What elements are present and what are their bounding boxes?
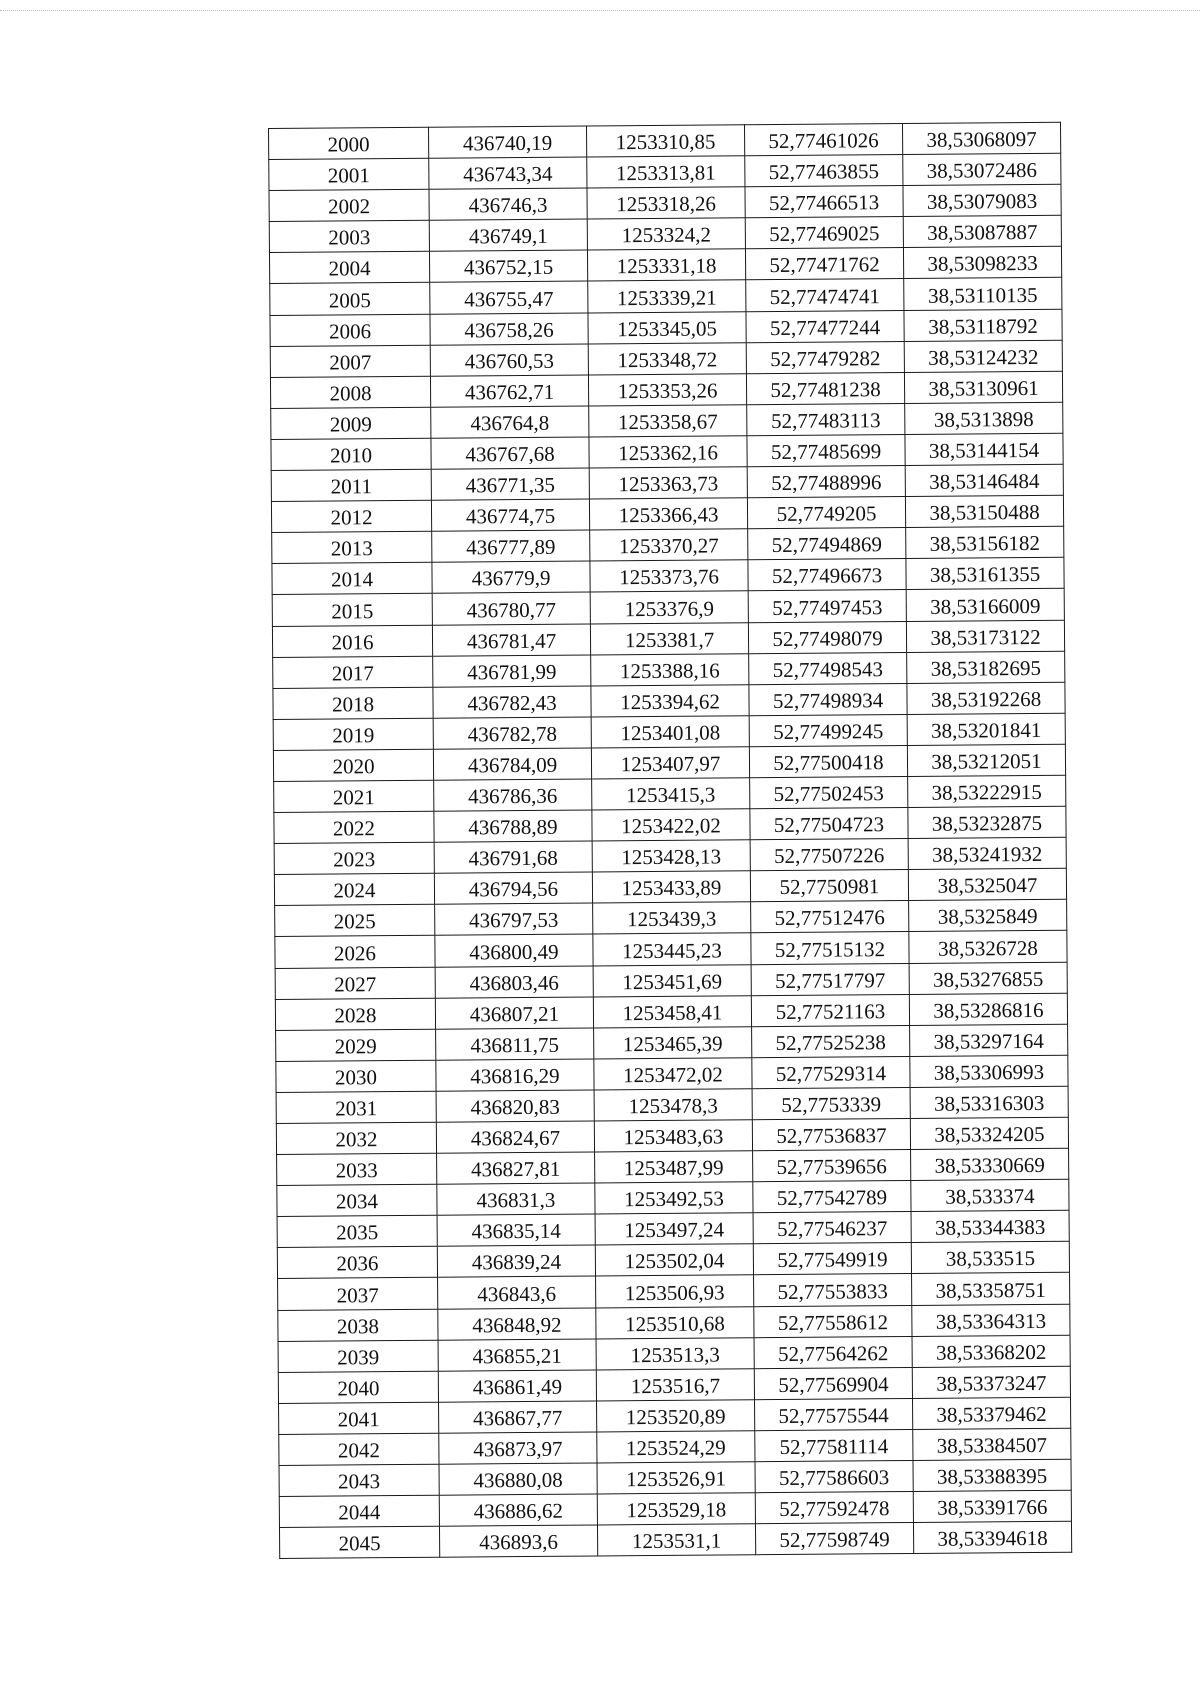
x-coordinate-cell: 436839,24 bbox=[437, 1245, 595, 1277]
x-coordinate-cell: 436779,9 bbox=[432, 561, 590, 593]
longitude-cell: 38,53087887 bbox=[903, 216, 1061, 248]
y-coordinate-cell: 1253492,53 bbox=[595, 1182, 753, 1214]
latitude-cell: 52,77483113 bbox=[747, 403, 905, 435]
latitude-cell: 52,7750981 bbox=[750, 870, 908, 902]
latitude-cell: 52,77521163 bbox=[751, 994, 909, 1026]
longitude-cell: 38,53232875 bbox=[908, 806, 1066, 838]
y-coordinate-cell: 1253439,3 bbox=[593, 902, 751, 934]
latitude-cell: 52,77553833 bbox=[754, 1274, 912, 1306]
latitude-cell: 52,77497453 bbox=[748, 590, 906, 622]
latitude-cell: 52,77515132 bbox=[751, 932, 909, 964]
point-number-cell: 2043 bbox=[279, 1464, 439, 1496]
point-number-cell: 2014 bbox=[272, 563, 432, 595]
x-coordinate-cell: 436781,47 bbox=[432, 623, 590, 655]
table-row bbox=[279, 1521, 1071, 1558]
x-coordinate-cell: 436843,6 bbox=[438, 1276, 596, 1308]
point-number-cell: 2003 bbox=[269, 221, 429, 253]
y-coordinate-cell: 1253376,9 bbox=[590, 591, 748, 623]
latitude-cell: 52,77477244 bbox=[746, 310, 904, 342]
y-coordinate-cell: 1253526,91 bbox=[597, 1462, 755, 1494]
x-coordinate-cell: 436893,6 bbox=[439, 1525, 597, 1557]
x-coordinate-cell: 436771,35 bbox=[431, 468, 589, 500]
x-coordinate-cell: 436767,68 bbox=[431, 437, 589, 469]
point-number-cell: 2021 bbox=[274, 780, 434, 812]
longitude-cell: 38,53110135 bbox=[904, 278, 1062, 310]
y-coordinate-cell: 1253363,73 bbox=[589, 467, 747, 499]
latitude-cell: 52,77539656 bbox=[753, 1150, 911, 1182]
point-number-cell: 2002 bbox=[269, 189, 429, 221]
point-number-cell: 2034 bbox=[277, 1184, 437, 1216]
x-coordinate-cell: 436803,46 bbox=[435, 966, 593, 998]
x-coordinate-cell: 436811,75 bbox=[436, 1028, 594, 1060]
point-number-cell: 2033 bbox=[277, 1153, 437, 1185]
y-coordinate-cell: 1253472,02 bbox=[594, 1058, 752, 1090]
latitude-cell: 52,77469025 bbox=[745, 217, 903, 249]
longitude-cell: 38,5313898 bbox=[905, 402, 1063, 434]
longitude-cell: 38,533374 bbox=[911, 1179, 1069, 1211]
latitude-cell: 52,77529314 bbox=[752, 1056, 910, 1088]
latitude-cell: 52,77474741 bbox=[746, 279, 904, 311]
longitude-cell: 38,53079083 bbox=[903, 184, 1061, 216]
x-coordinate-cell: 436807,21 bbox=[435, 997, 593, 1029]
latitude-cell: 52,77494869 bbox=[748, 528, 906, 560]
longitude-cell: 38,5325849 bbox=[909, 900, 1067, 932]
coordinates-table-container bbox=[268, 122, 1071, 1559]
point-number-cell: 2030 bbox=[276, 1060, 436, 1092]
longitude-cell: 38,53394618 bbox=[913, 1521, 1071, 1553]
x-coordinate-cell: 436873,97 bbox=[439, 1432, 597, 1464]
longitude-cell: 38,53146484 bbox=[905, 464, 1063, 496]
x-coordinate-cell: 436780,77 bbox=[432, 592, 590, 624]
x-coordinate-cell: 436782,43 bbox=[433, 686, 591, 718]
y-coordinate-cell: 1253531,1 bbox=[597, 1524, 755, 1556]
point-number-cell: 2039 bbox=[278, 1340, 438, 1372]
point-number-cell: 2035 bbox=[277, 1215, 437, 1247]
longitude-cell: 38,53072486 bbox=[903, 153, 1061, 185]
y-coordinate-cell: 1253422,02 bbox=[592, 809, 750, 841]
longitude-cell: 38,53182695 bbox=[907, 651, 1065, 683]
point-number-cell: 2015 bbox=[272, 594, 432, 626]
y-coordinate-cell: 1253331,18 bbox=[587, 249, 745, 281]
y-coordinate-cell: 1253487,99 bbox=[595, 1151, 753, 1183]
point-number-cell: 2028 bbox=[275, 998, 435, 1030]
y-coordinate-cell: 1253506,93 bbox=[596, 1275, 754, 1307]
longitude-cell: 38,53306993 bbox=[910, 1055, 1068, 1087]
longitude-cell: 38,53124232 bbox=[904, 340, 1062, 372]
longitude-cell: 38,53212051 bbox=[907, 744, 1065, 776]
longitude-cell: 38,53241932 bbox=[908, 837, 1066, 869]
y-coordinate-cell: 1253428,13 bbox=[592, 840, 750, 872]
latitude-cell: 52,77575544 bbox=[755, 1398, 913, 1430]
x-coordinate-cell: 436824,67 bbox=[436, 1121, 594, 1153]
point-number-cell: 2025 bbox=[275, 905, 435, 937]
longitude-cell: 38,53222915 bbox=[908, 775, 1066, 807]
y-coordinate-cell: 1253345,05 bbox=[588, 311, 746, 343]
x-coordinate-cell: 436835,14 bbox=[437, 1214, 595, 1246]
y-coordinate-cell: 1253524,29 bbox=[597, 1431, 755, 1463]
latitude-cell: 52,77485699 bbox=[747, 434, 905, 466]
y-coordinate-cell: 1253318,26 bbox=[587, 187, 745, 219]
point-number-cell: 2041 bbox=[279, 1402, 439, 1434]
point-number-cell: 2007 bbox=[270, 345, 430, 377]
y-coordinate-cell: 1253433,89 bbox=[592, 871, 750, 903]
point-number-cell: 2045 bbox=[279, 1526, 439, 1558]
point-number-cell: 2006 bbox=[270, 314, 430, 346]
latitude-cell: 52,77542789 bbox=[753, 1181, 911, 1213]
longitude-cell: 38,53144154 bbox=[905, 433, 1063, 465]
latitude-cell: 52,77498934 bbox=[749, 683, 907, 715]
point-number-cell: 2022 bbox=[274, 811, 434, 843]
x-coordinate-cell: 436781,99 bbox=[433, 655, 591, 687]
latitude-cell: 52,77558612 bbox=[754, 1305, 912, 1337]
point-number-cell: 2031 bbox=[276, 1091, 436, 1123]
x-coordinate-cell: 436760,53 bbox=[430, 344, 588, 376]
longitude-cell: 38,53192268 bbox=[907, 682, 1065, 714]
x-coordinate-cell: 436774,75 bbox=[431, 499, 589, 531]
point-number-cell: 2013 bbox=[272, 531, 432, 563]
x-coordinate-cell: 436831,3 bbox=[437, 1183, 595, 1215]
latitude-cell: 52,77564262 bbox=[754, 1336, 912, 1368]
latitude-cell: 52,77502453 bbox=[750, 776, 908, 808]
latitude-cell: 52,77504723 bbox=[750, 808, 908, 840]
x-coordinate-cell: 436777,89 bbox=[432, 530, 590, 562]
latitude-cell: 52,77471762 bbox=[745, 248, 903, 280]
longitude-cell: 38,53161355 bbox=[906, 558, 1064, 590]
point-number-cell: 2019 bbox=[273, 718, 433, 750]
x-coordinate-cell: 436788,89 bbox=[434, 810, 592, 842]
longitude-cell: 38,53150488 bbox=[905, 495, 1063, 527]
latitude-cell: 52,77517797 bbox=[751, 963, 909, 995]
point-number-cell: 2017 bbox=[273, 656, 433, 688]
latitude-cell: 52,77512476 bbox=[751, 901, 909, 933]
latitude-cell: 52,77498079 bbox=[748, 621, 906, 653]
point-number-cell: 2012 bbox=[271, 500, 431, 532]
x-coordinate-cell: 436755,47 bbox=[430, 281, 588, 313]
y-coordinate-cell: 1253415,3 bbox=[592, 778, 750, 810]
point-number-cell: 2004 bbox=[269, 252, 429, 284]
point-number-cell: 2010 bbox=[271, 438, 431, 470]
latitude-cell: 52,77498543 bbox=[749, 652, 907, 684]
longitude-cell: 38,53130961 bbox=[904, 371, 1062, 403]
y-coordinate-cell: 1253483,63 bbox=[594, 1120, 752, 1152]
y-coordinate-cell: 1253458,41 bbox=[593, 995, 751, 1027]
x-coordinate-cell: 436749,1 bbox=[429, 219, 587, 251]
x-coordinate-cell: 436786,36 bbox=[434, 779, 592, 811]
latitude-cell: 52,77461026 bbox=[744, 124, 902, 156]
y-coordinate-cell: 1253388,16 bbox=[591, 653, 749, 685]
latitude-cell: 52,77500418 bbox=[749, 745, 907, 777]
x-coordinate-cell: 436743,34 bbox=[429, 157, 587, 189]
longitude-cell: 38,53373247 bbox=[912, 1366, 1070, 1398]
point-number-cell: 2044 bbox=[279, 1495, 439, 1527]
point-number-cell: 2020 bbox=[273, 749, 433, 781]
x-coordinate-cell: 436784,09 bbox=[433, 748, 591, 780]
x-coordinate-cell: 436855,21 bbox=[438, 1339, 596, 1371]
longitude-cell: 38,53098233 bbox=[903, 247, 1061, 279]
longitude-cell: 38,53166009 bbox=[906, 589, 1064, 621]
longitude-cell: 38,53068097 bbox=[902, 122, 1060, 154]
point-number-cell: 2001 bbox=[269, 158, 429, 190]
y-coordinate-cell: 1253366,43 bbox=[589, 498, 747, 530]
point-number-cell: 2032 bbox=[276, 1122, 436, 1154]
longitude-cell: 38,53364313 bbox=[912, 1304, 1070, 1336]
point-number-cell: 2009 bbox=[271, 407, 431, 439]
x-coordinate-cell: 436746,3 bbox=[429, 188, 587, 220]
x-coordinate-cell: 436762,71 bbox=[430, 375, 588, 407]
x-coordinate-cell: 436816,29 bbox=[436, 1059, 594, 1091]
x-coordinate-cell: 436752,15 bbox=[429, 250, 587, 282]
longitude-cell: 38,53276855 bbox=[909, 962, 1067, 994]
y-coordinate-cell: 1253529,18 bbox=[597, 1493, 755, 1525]
longitude-cell: 38,53324205 bbox=[910, 1117, 1068, 1149]
x-coordinate-cell: 436886,62 bbox=[439, 1494, 597, 1526]
longitude-cell: 38,53330669 bbox=[911, 1148, 1069, 1180]
latitude-cell: 52,77581114 bbox=[755, 1429, 913, 1461]
latitude-cell: 52,77496673 bbox=[748, 559, 906, 591]
x-coordinate-cell: 436867,77 bbox=[439, 1401, 597, 1433]
x-coordinate-cell: 436782,78 bbox=[433, 717, 591, 749]
longitude-cell: 38,53297164 bbox=[910, 1024, 1068, 1056]
point-number-cell: 2024 bbox=[274, 873, 434, 905]
point-number-cell: 2018 bbox=[273, 687, 433, 719]
latitude-cell: 52,7749205 bbox=[747, 497, 905, 529]
coordinates-table-body bbox=[269, 122, 1072, 1558]
y-coordinate-cell: 1253373,76 bbox=[590, 560, 748, 592]
latitude-cell: 52,77507226 bbox=[750, 839, 908, 871]
y-coordinate-cell: 1253310,85 bbox=[586, 125, 744, 157]
x-coordinate-cell: 436794,56 bbox=[434, 872, 592, 904]
longitude-cell: 38,53344383 bbox=[911, 1211, 1069, 1243]
y-coordinate-cell: 1253516,7 bbox=[596, 1368, 754, 1400]
longitude-cell: 38,53286816 bbox=[909, 993, 1067, 1025]
x-coordinate-cell: 436880,08 bbox=[439, 1463, 597, 1495]
scan-edge-line bbox=[0, 10, 1200, 11]
x-coordinate-cell: 436758,26 bbox=[430, 313, 588, 345]
longitude-cell: 38,53173122 bbox=[906, 620, 1064, 652]
y-coordinate-cell: 1253370,27 bbox=[590, 529, 748, 561]
point-number-cell: 2038 bbox=[278, 1309, 438, 1341]
longitude-cell: 38,53156182 bbox=[906, 526, 1064, 558]
latitude-cell: 52,77546237 bbox=[753, 1212, 911, 1244]
latitude-cell: 52,77488996 bbox=[747, 466, 905, 498]
x-coordinate-cell: 436791,68 bbox=[434, 841, 592, 873]
y-coordinate-cell: 1253381,7 bbox=[590, 622, 748, 654]
y-coordinate-cell: 1253348,72 bbox=[588, 342, 746, 374]
point-number-cell: 2000 bbox=[269, 127, 429, 159]
point-number-cell: 2008 bbox=[270, 376, 430, 408]
y-coordinate-cell: 1253339,21 bbox=[588, 280, 746, 312]
latitude-cell: 52,77598749 bbox=[755, 1523, 913, 1555]
longitude-cell: 38,5325047 bbox=[908, 869, 1066, 901]
x-coordinate-cell: 436827,81 bbox=[437, 1152, 595, 1184]
y-coordinate-cell: 1253407,97 bbox=[591, 747, 749, 779]
longitude-cell: 38,5326728 bbox=[909, 931, 1067, 963]
point-number-cell: 2027 bbox=[275, 967, 435, 999]
latitude-cell: 52,77463855 bbox=[745, 155, 903, 187]
point-number-cell: 2036 bbox=[277, 1247, 437, 1279]
x-coordinate-cell: 436764,8 bbox=[431, 406, 589, 438]
y-coordinate-cell: 1253510,68 bbox=[596, 1306, 754, 1338]
point-number-cell: 2040 bbox=[278, 1371, 438, 1403]
longitude-cell: 38,53201841 bbox=[907, 713, 1065, 745]
latitude-cell: 52,77569904 bbox=[754, 1367, 912, 1399]
longitude-cell: 38,53388395 bbox=[913, 1459, 1071, 1491]
latitude-cell: 52,77592478 bbox=[755, 1492, 913, 1524]
point-number-cell: 2011 bbox=[271, 469, 431, 501]
y-coordinate-cell: 1253324,2 bbox=[587, 218, 745, 250]
point-number-cell: 2029 bbox=[276, 1029, 436, 1061]
x-coordinate-cell: 436797,53 bbox=[435, 903, 593, 935]
longitude-cell: 38,53379462 bbox=[912, 1397, 1070, 1429]
latitude-cell: 52,77586603 bbox=[755, 1461, 913, 1493]
latitude-cell: 52,7753339 bbox=[752, 1087, 910, 1119]
y-coordinate-cell: 1253502,04 bbox=[595, 1244, 753, 1276]
point-number-cell: 2005 bbox=[270, 283, 430, 315]
y-coordinate-cell: 1253353,26 bbox=[588, 373, 746, 405]
latitude-cell: 52,77536837 bbox=[752, 1118, 910, 1150]
y-coordinate-cell: 1253520,89 bbox=[597, 1400, 755, 1432]
y-coordinate-cell: 1253445,23 bbox=[593, 933, 751, 965]
latitude-cell: 52,77479282 bbox=[746, 341, 904, 373]
latitude-cell: 52,77549919 bbox=[753, 1243, 911, 1275]
point-number-cell: 2023 bbox=[274, 842, 434, 874]
latitude-cell: 52,77481238 bbox=[746, 372, 904, 404]
x-coordinate-cell: 436848,92 bbox=[438, 1308, 596, 1340]
y-coordinate-cell: 1253451,69 bbox=[593, 964, 751, 996]
longitude-cell: 38,53384507 bbox=[913, 1428, 1071, 1460]
y-coordinate-cell: 1253358,67 bbox=[589, 405, 747, 437]
y-coordinate-cell: 1253465,39 bbox=[594, 1026, 752, 1058]
latitude-cell: 52,77466513 bbox=[745, 186, 903, 218]
latitude-cell: 52,77499245 bbox=[749, 714, 907, 746]
x-coordinate-cell: 436800,49 bbox=[435, 934, 593, 966]
longitude-cell: 38,53358751 bbox=[912, 1273, 1070, 1305]
longitude-cell: 38,53316303 bbox=[910, 1086, 1068, 1118]
longitude-cell: 38,53391766 bbox=[913, 1490, 1071, 1522]
coordinates-table bbox=[268, 122, 1072, 1559]
y-coordinate-cell: 1253362,16 bbox=[589, 436, 747, 468]
x-coordinate-cell: 436820,83 bbox=[436, 1090, 594, 1122]
point-number-cell: 2016 bbox=[272, 625, 432, 657]
latitude-cell: 52,77525238 bbox=[752, 1025, 910, 1057]
point-number-cell: 2026 bbox=[275, 936, 435, 968]
y-coordinate-cell: 1253513,3 bbox=[596, 1337, 754, 1369]
point-number-cell: 2042 bbox=[279, 1433, 439, 1465]
point-number-cell: 2037 bbox=[278, 1278, 438, 1310]
longitude-cell: 38,53368202 bbox=[912, 1335, 1070, 1367]
y-coordinate-cell: 1253401,08 bbox=[591, 716, 749, 748]
longitude-cell: 38,53118792 bbox=[904, 309, 1062, 341]
y-coordinate-cell: 1253313,81 bbox=[587, 156, 745, 188]
x-coordinate-cell: 436740,19 bbox=[428, 126, 586, 158]
longitude-cell: 38,533515 bbox=[911, 1242, 1069, 1274]
x-coordinate-cell: 436861,49 bbox=[438, 1370, 596, 1402]
y-coordinate-cell: 1253478,3 bbox=[594, 1089, 752, 1121]
y-coordinate-cell: 1253497,24 bbox=[595, 1213, 753, 1245]
y-coordinate-cell: 1253394,62 bbox=[591, 684, 749, 716]
